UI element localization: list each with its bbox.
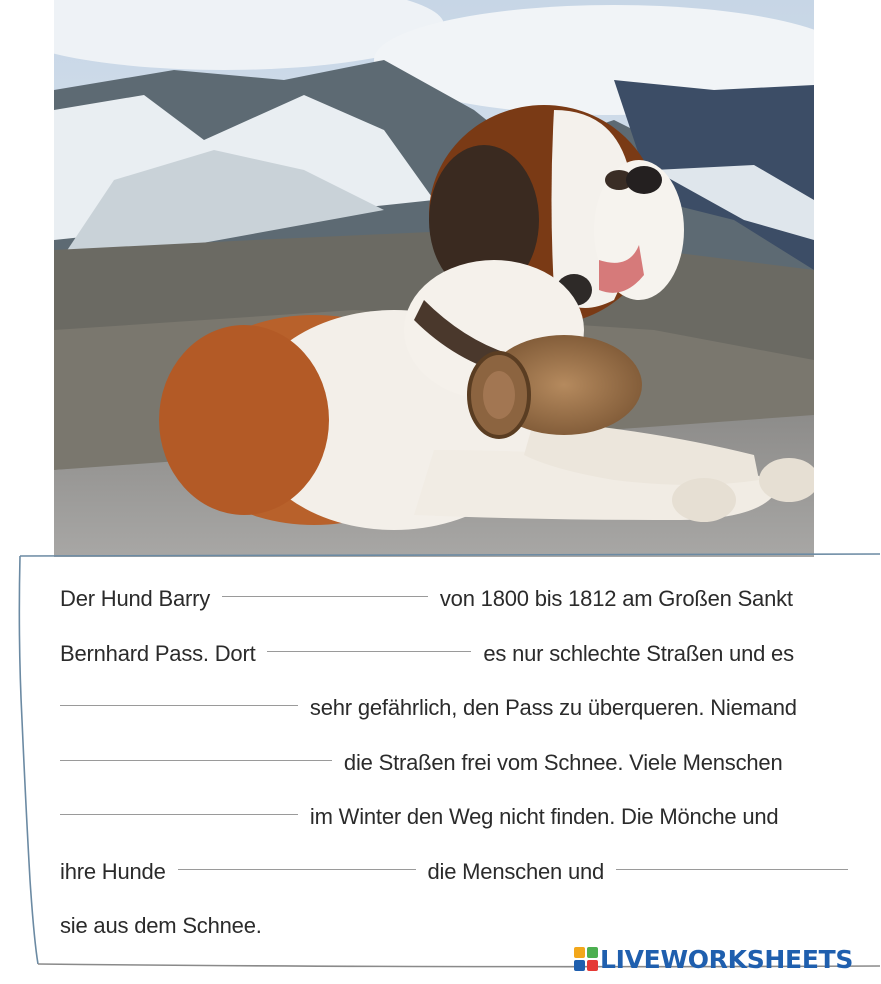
answer-blank-7[interactable] bbox=[616, 845, 848, 870]
answer-blank-4[interactable] bbox=[60, 736, 332, 761]
text-segment: die Menschen und bbox=[427, 858, 605, 884]
text-segment: sehr gefährlich, den Pass zu überqueren. Niemand bbox=[309, 695, 797, 720]
text-line-6 bbox=[60, 845, 875, 900]
text-segment: Bernhard Pass. Dort bbox=[60, 640, 256, 666]
text-segment: es nur schlechte Straßen und es bbox=[483, 640, 794, 666]
brand-name: LIVEWORKSHEETS bbox=[600, 944, 854, 974]
st-bernard-photo bbox=[54, 0, 814, 557]
answer-input-7[interactable] bbox=[616, 861, 848, 883]
text-segment: ihre Hunde bbox=[60, 858, 166, 884]
text-segment: Der Hund Barry bbox=[60, 586, 211, 611]
liveworksheets-logo-icon bbox=[574, 947, 598, 971]
text-line-3 bbox=[60, 681, 875, 736]
answer-input-1[interactable] bbox=[222, 588, 428, 610]
answer-input-6[interactable] bbox=[178, 861, 416, 883]
text-segment: die Straßen frei vom Schnee. Viele Menschen bbox=[343, 749, 783, 775]
answer-blank-1[interactable] bbox=[222, 572, 428, 597]
answer-blank-6[interactable] bbox=[178, 845, 416, 870]
text-line-5 bbox=[60, 790, 875, 845]
fill-in-the-blanks-text bbox=[60, 572, 875, 954]
text-line-4 bbox=[60, 736, 875, 791]
text-line-2 bbox=[60, 627, 875, 682]
text-segment: im Winter den Weg nicht finden. Die Mönche und bbox=[309, 804, 779, 829]
answer-blank-3[interactable] bbox=[60, 681, 298, 706]
answer-input-5[interactable] bbox=[60, 806, 298, 828]
answer-input-4[interactable] bbox=[60, 752, 332, 774]
text-segment: von 1800 bis 1812 am Großen Sankt bbox=[439, 586, 793, 611]
text-segment: sie aus dem Schnee. bbox=[60, 913, 262, 938]
answer-blank-2[interactable] bbox=[267, 627, 471, 652]
answer-input-3[interactable] bbox=[60, 697, 298, 719]
answer-input-2[interactable] bbox=[267, 643, 471, 665]
liveworksheets-brand bbox=[574, 944, 853, 974]
text-line-1 bbox=[60, 572, 875, 627]
answer-blank-5[interactable] bbox=[60, 790, 298, 815]
